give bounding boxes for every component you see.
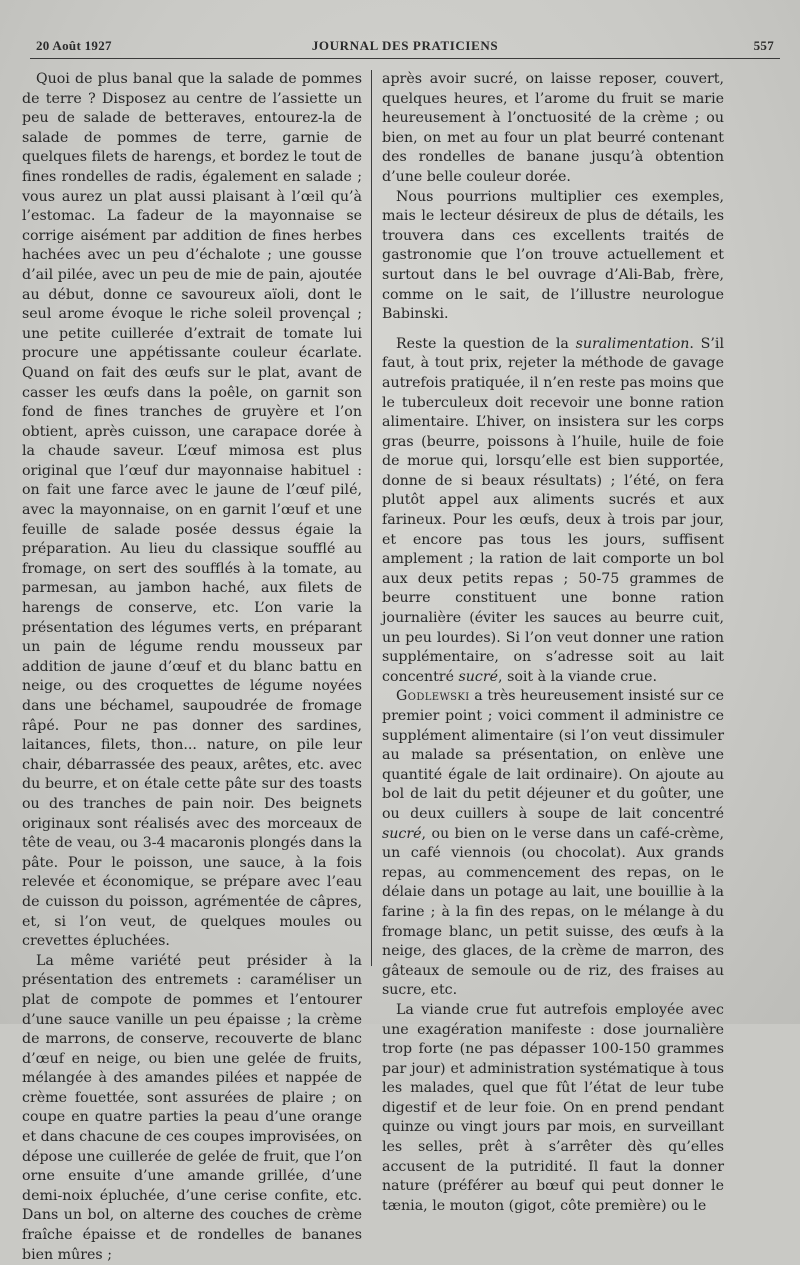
paragraph-godlewski	[382, 687, 724, 1001]
left-column	[22, 70, 362, 1265]
paragraph-gastronomy-books: Nous pourrions multiplier ces exemples, mais le lecteur désireux de plus de détails, les trouvera dans ces excellents traités de gastronomie que l’on trouve actuellement et surtout dans le bel ouvrage d’Ali-Bab, frère, comme on le sait, de l’illustre neurologue Babinski.	[382, 188, 724, 323]
paragraph-viande-crue: La viande crue fut autrefois employée avec une exagération manifeste : dose journalière trop forte (ne pas dépasser 100-150 grammes par jour) et administration systématique à tous les malades, quel que fût l’état de leur tube digestif et de leur foie. On en prend pendant quinze ou vingt jours par mois, en surveillant les selles, prêt à s’arrêter dès qu’elles accusent de la putridité. Il faut la donner nature (préférer au bœuf qui peut donner le tænia, le mouton (gigot, côte première) ou le	[382, 1001, 724, 1214]
header-rule	[30, 58, 780, 59]
header-page-number: 557	[753, 38, 774, 53]
text-run: a très heureusement insisté sur ce premier point ; voici comment il administre ce supplément alimentaire (si l’on veut dissimuler au malade sa présentation, on enlève une quantité égale de lait ordinaire). On ajoute au bol de lait du petit déjeuner et du goûter, une ou deux cuillers à soupe de lait concentré	[382, 688, 724, 822]
paragraph-salads: Quoi de plus banal que la salade de pommes de terre ? Disposez au centre de l’assiette un peu de salade de betteraves, entourez-la de salade de pommes de terre, garnie de quelques filets de harengs, et bordez le tout de fines rondelles de radis, également en salade ; vous aurez un plat aussi plaisant à l’œil qu’à l’estomac. La fadeur de la mayonnaise se corrige aisément par addition de fines herbes hachées avec un peu d’échalote ; une gousse d’ail pilée, avec un peu de mie de pain, ajoutée au début, donne ce savoureux aïoli, dont le seul arome évoque le riche soleil provençal ; une petite cuillerée d’extrait de tomate lui procure une appétissante couleur écarlate. Quand on fait des œufs sur le plat, avant de casser les œufs dans la poêle, on garnit son fond de fines tranches de gruyère et l’on obtient, après cuisson, une carapace dorée à la chaude saveur. L’œuf mimosa est plus original que l’œuf dur mayonnaise habituel : on fait une farce avec le jaune de l’œuf pilé, avec la mayonnaise, on en garnit l’œuf et une feuille de salade posée dessus égaie la préparation. Au lieu du classique soufflé au fromage, on sert des soufflés à la tomate, au parmesan, au jambon haché, aux filets de harengs de conserve, etc. L’on varie la présentation des légumes verts, en préparant un pain de légume rendu mousseux par addition de jaune d’œuf et du blanc battu en neige, ou des croquettes de légume noyées dans une béchamel, saupoudrée de fromage râpé. Pour ne pas donner des sardines, laitances, filets, thon... nature, on pile leur chair, débarrassée des peaux, arêtes, etc. avec du beurre, et on étale cette pâte sur des toasts ou des tranches de pain noir. Des beignets originaux sont réalisés avec des morceaux de tête de veau, ou 3-4 macaronis plongés dans la pâte. Pour le poisson, une sauce, à la fois relevée et économique, se prépare avec l’eau de cuisson du poisson, agrémentée de câpres, et, si l’on veut, de quelques moules ou crevettes épluchées.	[22, 71, 362, 950]
running-header	[36, 36, 774, 56]
text-run: , soit à la viande crue.	[498, 668, 658, 685]
header-journal-title: JOURNAL DES PRATICIENS	[311, 38, 499, 53]
text-run: . S’il faut, à tout prix, rejeter la méthode de gavage autrefois pratiquée, il n’en reste pas moins que le tuberculeux doit recevoir une bonne ration alimentaire. L’hiver, on insistera sur les corps gras (beurre, poissons à l’huile, huile de foie de morue qui, lorsqu’elle est bien supportée, donne de si beaux résultats) ; l’été, on fera plutôt appel aux aliments sucrés et aux farineux. Pour les œufs, deux à trois par jour, et encore pas tous les jours, suffisent amplement ; la ration de lait comporte un bol aux deux petits repas ; 50-75 grammes de beurre constituent une bonne ration journalière (éviter les sauces au beurre cuit, un peu lourdes). Si l’on veut donner une ration supplémentaire, on s’adresse soit au lait concentré	[382, 335, 724, 685]
right-column	[382, 70, 724, 1216]
text-run: , ou bien on le verse dans un café-crème, un café viennois (ou chocolat). Aux grands repas, au commencement des repas, on le délaie dans un potage au lait, une bouillie à la farine ; à la fin des repas, on le mélange à du fromage blanc, un petit suisse, des œufs à la neige, des glaces, de la crème de marron, des gâteaux de semoule ou de riz, des fraises au sucre, etc.	[382, 825, 724, 999]
header-date: 20 Août 1927	[36, 38, 112, 53]
paragraph-suralimentation	[382, 335, 724, 688]
emphasis-sucre: sucré	[382, 825, 422, 842]
paragraph-bananas-continued: après avoir sucré, on laisse reposer, couvert, quelques heures, et l’arome du fruit se marie heureusement à l’onctuosité de la crème ; ou bien, on met au four un plat beurré contenant des rondelles de banane jusqu’à obtention d’une belle couleur dorée.	[382, 71, 724, 185]
text-run: Reste la question de la	[396, 335, 576, 352]
emphasis-suralimentation: suralimentation	[575, 335, 690, 352]
column-divider	[371, 70, 372, 966]
emphasis-sucre: sucré	[458, 668, 499, 685]
paragraph-entremets: La même variété peut présider à la présentation des entremets : caraméliser un plat de compote de pommes et l’entourer d’une sauce vanille un peu épaisse ; la crème de marrons, de conserve, recouverte de blanc d’œuf en neige, ou bien une gelée de fruits, mélangée à des amandes pilées et nappée de crème fouettée, sont assurées de plaire ; on coupe en quatre parties la peau d’une orange et dans chacune de ces coupes improvisées, on dépose une cuillerée de gelée de fruit, que l’on orne ensuite d’une amande grillée, d’une demi-noix épluchée, d’une cerise confite, etc. Dans un bol, on alterne des couches de crème fraîche épaisse et de rondelles de bananes bien mûres ;	[22, 952, 362, 1263]
author-name-godlewski: Godlewski	[396, 688, 470, 705]
